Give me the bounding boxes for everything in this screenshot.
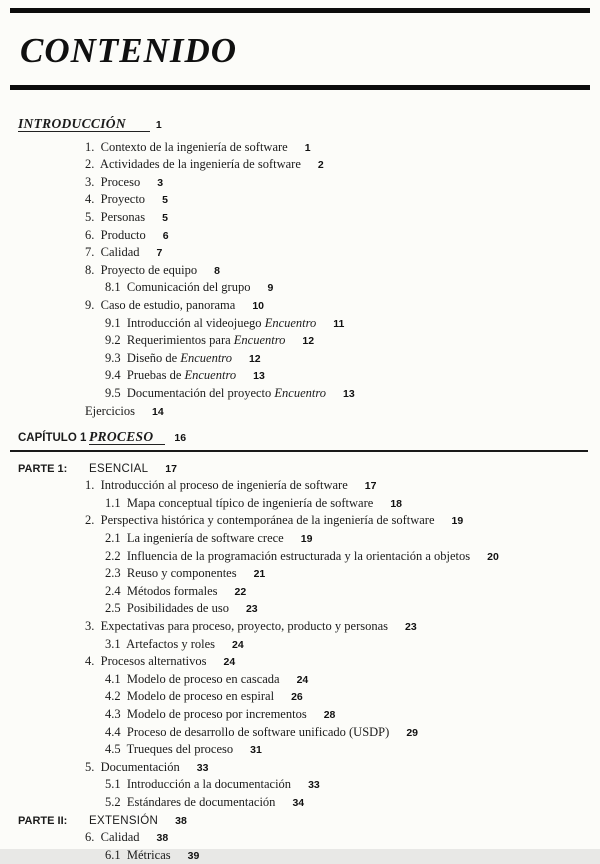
row-label: ESENCIAL (89, 462, 149, 475)
page-number: 38 (156, 832, 169, 845)
row-label: 9.1 Introducción al videojuego Encuentro (105, 315, 317, 330)
page-number: 38 (175, 814, 187, 827)
row-label: 4.5 Trueques del proceso (105, 742, 234, 757)
section-introduccion (18, 116, 580, 134)
page-title: CONTENIDO (20, 31, 238, 70)
part-1-heading (18, 460, 580, 478)
row-label: 1.1 Mapa conceptual típico de ingeniería de software (105, 495, 374, 510)
row-label: 3. Proceso (85, 174, 141, 189)
toc-row-l2 (105, 688, 580, 706)
part-2-heading (18, 812, 580, 830)
page-number: 9 (267, 282, 274, 295)
page-number: 12 (248, 352, 261, 365)
page-number: 33 (308, 779, 320, 792)
row-label: 5. Documentación (85, 759, 180, 774)
page-number: 14 (151, 405, 164, 418)
row-label: INTRODUCCIÓN (18, 116, 150, 132)
row-label: 7. Calidad (85, 245, 140, 260)
row-label: 2.1 La ingeniería de software crece (105, 531, 284, 546)
toc-row-l1 (85, 618, 580, 636)
row-label: 3. Expectativas para proceso, proyecto, producto y personas (85, 619, 389, 634)
row-label: 6.1 Métricas (105, 847, 171, 862)
row-label: 9.5 Documentación del proyecto Encuentro (105, 385, 327, 400)
toc-row-l2 (105, 794, 580, 812)
toc-row-l2 (105, 776, 580, 794)
page-number: 24 (232, 638, 244, 651)
page-number: 11 (333, 317, 345, 330)
row-label: 8. Proyecto de equipo (85, 262, 198, 277)
page-number: 31 (250, 744, 262, 757)
row-label: 4.4 Proceso de desarrollo de software unificado (USDP) (105, 724, 390, 739)
toc-row-l1 (85, 244, 580, 262)
row-label: 1. Contexto de la ingeniería de software (85, 139, 288, 154)
page-number: 39 (187, 849, 200, 862)
page-number: 6 (162, 229, 169, 242)
page-number: 10 (252, 299, 264, 312)
row-label: 5.2 Estándares de documentación (105, 794, 276, 809)
row-label: 9. Caso de estudio, panorama (85, 297, 236, 312)
toc-row-l1 (85, 227, 580, 245)
page-number: 3 (157, 176, 164, 189)
row-label: 2.4 Métodos formales (105, 583, 218, 598)
row-label: 4.1 Modelo de proceso en cascada (105, 671, 280, 686)
toc-row-l1 (85, 191, 580, 209)
row-label: 2. Perspectiva histórica y contemporánea de la ingeniería de software (85, 513, 435, 528)
row-label: 2. Actividades de la ingeniería de software (85, 157, 301, 172)
row-label: 5. Personas (85, 209, 146, 224)
page-number: 8 (214, 264, 220, 277)
toc-row-l2 (105, 548, 580, 566)
toc-row-l1 (85, 209, 580, 227)
toc-row-l2 (105, 847, 580, 864)
row-label: 5.1 Introducción a la documentación (105, 777, 292, 792)
page-number: 26 (291, 691, 303, 704)
page-number: 20 (487, 550, 499, 563)
toc-row-l2 (105, 636, 580, 654)
row-label: 9.2 Requerimientos para Encuentro (105, 333, 286, 348)
row-label: 4.3 Modelo de proceso por incrementos (105, 707, 307, 721)
page-number: 17 (165, 462, 177, 475)
top-rule (10, 8, 590, 13)
toc-row-l1 (85, 829, 580, 847)
page-number: 23 (245, 603, 258, 616)
row-prefix: CAPÍTULO 1 (18, 432, 87, 445)
page-number: 19 (451, 515, 464, 528)
row-label: 9.4 Pruebas de Encuentro (105, 368, 237, 383)
toc-row-l1 (85, 297, 580, 315)
row-label: 4.2 Modelo de proceso en espiral (105, 689, 275, 704)
toc-row-l2 (105, 671, 580, 689)
toc-row-l2 (105, 315, 580, 333)
page-number: 1 (304, 141, 311, 154)
row-label: 2.5 Posibilidades de uso (105, 601, 229, 616)
toc-row-l1 (85, 139, 580, 157)
toc-list (18, 116, 580, 864)
toc-row-l2 (105, 600, 580, 618)
page-number: 13 (253, 370, 265, 383)
page-number: 5 (162, 194, 168, 207)
toc-row-l2 (105, 724, 580, 742)
toc-row-l2 (105, 583, 580, 601)
toc-row-l1 (85, 174, 580, 192)
toc-row-l2 (105, 530, 580, 548)
page-number: 22 (234, 585, 247, 598)
toc-row-l1 (85, 403, 580, 421)
page-number: 28 (323, 709, 336, 721)
toc-row-l2 (105, 565, 580, 583)
toc-row-l1 (85, 759, 580, 777)
toc-row-l2 (105, 279, 580, 297)
title-rule (10, 85, 590, 90)
toc-row-l1 (85, 477, 580, 495)
row-label: 2.3 Reuso y componentes (105, 566, 237, 581)
row-label: 8.1 Comunicación del grupo (105, 280, 251, 295)
page-number: 24 (296, 673, 309, 686)
page-number: 16 (174, 432, 187, 445)
toc-row-l2 (105, 495, 580, 513)
toc-row-l2 (105, 332, 580, 350)
page-number: 19 (300, 533, 313, 546)
page-number: 18 (390, 497, 402, 510)
row-label: 1. Introducción al proceso de ingeniería de software (85, 478, 348, 493)
page-number: 13 (343, 387, 355, 400)
page-number: 34 (292, 796, 305, 809)
page-number: 21 (253, 568, 266, 581)
toc-row-l2 (105, 385, 580, 403)
toc-row-l1 (85, 262, 580, 280)
row-label: 6. Calidad (85, 830, 140, 845)
page-number: 5 (162, 211, 168, 224)
page-number: 7 (156, 247, 163, 260)
row-label: 3.1 Artefactos y roles (105, 636, 216, 651)
toc-row-l1 (85, 512, 580, 530)
row-prefix: PARTE II: (18, 814, 68, 827)
toc-row-l2 (105, 706, 580, 724)
row-label: EXTENSIÓN (89, 814, 159, 827)
page-number: 12 (302, 335, 315, 348)
page-number: 1 (155, 119, 162, 131)
row-label: 2.2 Influencia de la programación estructurada y la orientación a objetos (105, 548, 471, 563)
page-number: 24 (223, 656, 236, 669)
page-number: 29 (406, 726, 418, 739)
row-label: 6. Producto (85, 227, 146, 242)
chapter-1-heading (18, 429, 580, 447)
toc-row-l2 (105, 741, 580, 759)
chapter-rule (10, 450, 588, 452)
row-label: Ejercicios (85, 403, 135, 418)
page-number: 17 (364, 480, 377, 493)
row-prefix: PARTE 1: (18, 462, 68, 475)
page-number: 33 (196, 761, 209, 774)
page-number: 23 (405, 621, 417, 634)
toc-row-l1 (85, 156, 580, 174)
row-label: 4. Procesos alternativos (85, 654, 207, 669)
row-label: PROCESO (89, 429, 165, 445)
row-label: 4. Proyecto (85, 192, 146, 207)
toc-row-l2 (105, 367, 580, 385)
toc-row-l1 (85, 653, 580, 671)
page-number: 2 (317, 159, 324, 172)
toc-row-l2 (105, 350, 580, 368)
row-label: 9.3 Diseño de Encuentro (105, 350, 232, 365)
